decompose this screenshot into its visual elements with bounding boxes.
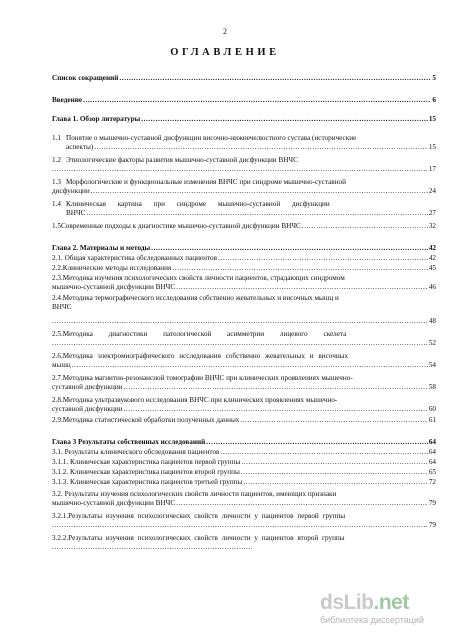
- toc-entry-page: 17: [428, 165, 436, 174]
- toc-entry-title: 2.6.Методика электромиографического исследования собственно жевательных и височных: [52, 352, 349, 360]
- toc-entry-title: 2.5.Методика диагностики патологической асимметрии лицевого скелета: [52, 330, 347, 338]
- toc-entry[interactable]: [52, 254, 436, 263]
- toc-entry-title: 2.9.Методика статистической обработки полученных данных: [52, 416, 240, 424]
- toc-entry-title: Морфологические и функциональные изменения ВНЧС при синдроме мышечно-суставной: [66, 178, 346, 186]
- toc-entry-page: 45: [428, 264, 436, 272]
- toc-entry[interactable]: [52, 468, 436, 477]
- toc-entry-title: Понятие о мышечно-суставной дисфункции височно-нижнечелюстного сустава (исторические: [66, 134, 357, 142]
- toc-entry-page: 42: [428, 244, 436, 252]
- toc-entry[interactable]: [52, 330, 436, 349]
- watermark-subtitle: библиотека диссертаций: [320, 615, 425, 625]
- toc-entry[interactable]: [52, 416, 436, 425]
- toc-entry-page: 24: [428, 187, 436, 196]
- toc-entry[interactable]: [52, 458, 436, 467]
- toc-entry-page: 72: [428, 478, 436, 486]
- toc-entry-page: 6: [432, 96, 436, 104]
- toc-entry[interactable]: [52, 178, 436, 197]
- toc-entry-title-cont: ВНЧС: [66, 209, 86, 218]
- toc-entry-title: 3.1.2. Клиническая характеристика пациентов второй группы: [52, 468, 240, 476]
- toc-entry[interactable]: [52, 274, 436, 293]
- toc-entry[interactable]: [52, 244, 436, 253]
- toc-entry-title-cont: мышечно-суставной дисфункции ВНЧС: [52, 499, 176, 508]
- toc-entry-page: 54: [428, 361, 436, 370]
- watermark-logo: dsLib.net: [320, 591, 409, 614]
- toc-entry[interactable]: [52, 448, 436, 457]
- toc-entry-page: 5: [432, 74, 436, 82]
- toc-entry[interactable]: [52, 222, 436, 231]
- toc-entry[interactable]: [52, 115, 436, 124]
- toc-entry-number: 1.2: [52, 156, 61, 164]
- toc-entry[interactable]: [52, 294, 436, 326]
- toc-entry[interactable]: [52, 74, 436, 83]
- toc-entry-title: 2.2.Клинические методы исследования: [52, 264, 172, 272]
- toc-entry-title: Современные подходы к диагностике мышечно-суставной дисфункции ВНЧС: [60, 222, 301, 230]
- toc-entry-title-cont: суставной дисфункции: [52, 383, 123, 392]
- site-watermark: [320, 591, 438, 625]
- toc-entry-number: 1.1: [52, 134, 61, 142]
- toc-entry-page: 42: [428, 254, 436, 262]
- toc-entry-page: 48: [428, 316, 436, 325]
- toc-entry-title-cont: ВНЧС: [52, 303, 72, 312]
- toc-entry-title: Этиологические факторы развития мышечно-суставной дисфункции ВНЧС: [66, 156, 298, 164]
- toc-entry-number: 1.5: [52, 222, 61, 230]
- toc-entry-title: 3.2.2.Результаты изучения психологических свойств личности у пациентов второй группы: [52, 534, 345, 542]
- toc-entry-title-cont: аспекты): [66, 143, 94, 152]
- toc-entry[interactable]: [52, 156, 436, 175]
- toc-entry-title: 2.1. Общая характеристика обследованных пациентов: [52, 254, 218, 262]
- toc-entry-page: 79: [428, 521, 436, 530]
- toc-entry[interactable]: [52, 490, 436, 509]
- toc-entry-page: 46: [428, 283, 436, 292]
- toc-entry[interactable]: [52, 478, 436, 487]
- toc-entry-title: Список сокращений: [52, 74, 119, 82]
- toc-entry-title: 2.7.Методика магнитно-резонансной томографии ВНЧС при клинических проявлениях мышечно-: [52, 374, 353, 382]
- toc-entry-title: 3.1.1. Клиническая характеристика пациентов первой группы: [52, 458, 241, 466]
- toc-entry[interactable]: [52, 438, 436, 447]
- toc-entry-number: 1.3: [52, 178, 61, 186]
- toc-entry-page: 60: [428, 405, 436, 414]
- toc-entry-title: 3.1. Результаты клинического обследования пациентов: [52, 448, 220, 456]
- page-number: 2: [223, 27, 227, 36]
- toc-entry-title: Глава 2. Материалы и методы: [52, 244, 151, 252]
- toc-entry-page: 61: [428, 416, 436, 424]
- toc-entry[interactable]: [52, 512, 436, 531]
- toc-entry-title: 3.2. Результаты изучения психологических свойств личности пациентов, имеющих признаки: [52, 490, 337, 498]
- toc-entry-title: 2.3.Методика изучения психологических свойств личности пациентов, страдающих синдромом: [52, 274, 345, 282]
- toc-entry-number: 1.4: [52, 200, 61, 208]
- toc-entry-title-cont: дисфункции: [52, 187, 90, 196]
- toc-entry-title: 2.4.Методика термографического исследования собственно жевательных и височных мышц и: [52, 294, 339, 302]
- toc-entry-page: 65: [428, 468, 436, 476]
- toc-entry-page: 64: [428, 458, 436, 466]
- toc-entry-title: 2.8.Методика ультразвукового исследования ВНЧС при клинических проявлениях мышечно-: [52, 396, 338, 404]
- toc-entry-title: Глава 1. Обзор литературы: [52, 115, 141, 123]
- toc-entry[interactable]: [52, 374, 436, 393]
- toc-entry-page: 32: [428, 222, 436, 230]
- toc-entry-title: 3.2.1.Результаты изучения психологических свойств личности у пациентов первой группы: [52, 512, 346, 520]
- toc-entry-title: Введение: [52, 96, 83, 104]
- toc-entry-page: 64: [428, 438, 436, 446]
- toc-entry-page: 58: [428, 383, 436, 392]
- toc-entry[interactable]: [52, 264, 436, 273]
- toc-entry-page: 15: [428, 115, 436, 123]
- toc-entry-title-cont: мышц: [52, 361, 71, 370]
- toc-entry-title: Глава 3 Результаты собственных исследований: [52, 438, 206, 446]
- toc-entry-title: Клиническая картина при синдроме мышечно-суставной дисфункции: [66, 200, 330, 208]
- toc-entry[interactable]: [52, 534, 436, 553]
- toc-entry-title-cont: мышечно-суставной дисфункции ВНЧС: [52, 283, 176, 292]
- toc-entry-title-cont: суставной дисфункции: [52, 405, 123, 414]
- toc-entry[interactable]: [52, 96, 436, 105]
- toc-entry-page: 64: [428, 448, 436, 456]
- toc-entry[interactable]: [52, 352, 436, 371]
- toc-entry[interactable]: [52, 134, 436, 153]
- toc-entry-page: 27: [428, 209, 436, 218]
- toc-entry[interactable]: [52, 200, 436, 219]
- toc-entry[interactable]: [52, 396, 436, 415]
- page-title: ОГЛАВЛЕНИЕ: [170, 47, 280, 58]
- toc-entry-title: 3.1.3. Клиническая характеристика пациентов третьей группы: [52, 478, 243, 486]
- toc-entry-page: 15: [428, 143, 436, 152]
- toc-entry-page: 52: [428, 339, 436, 348]
- toc-entry-page: 79: [428, 499, 436, 508]
